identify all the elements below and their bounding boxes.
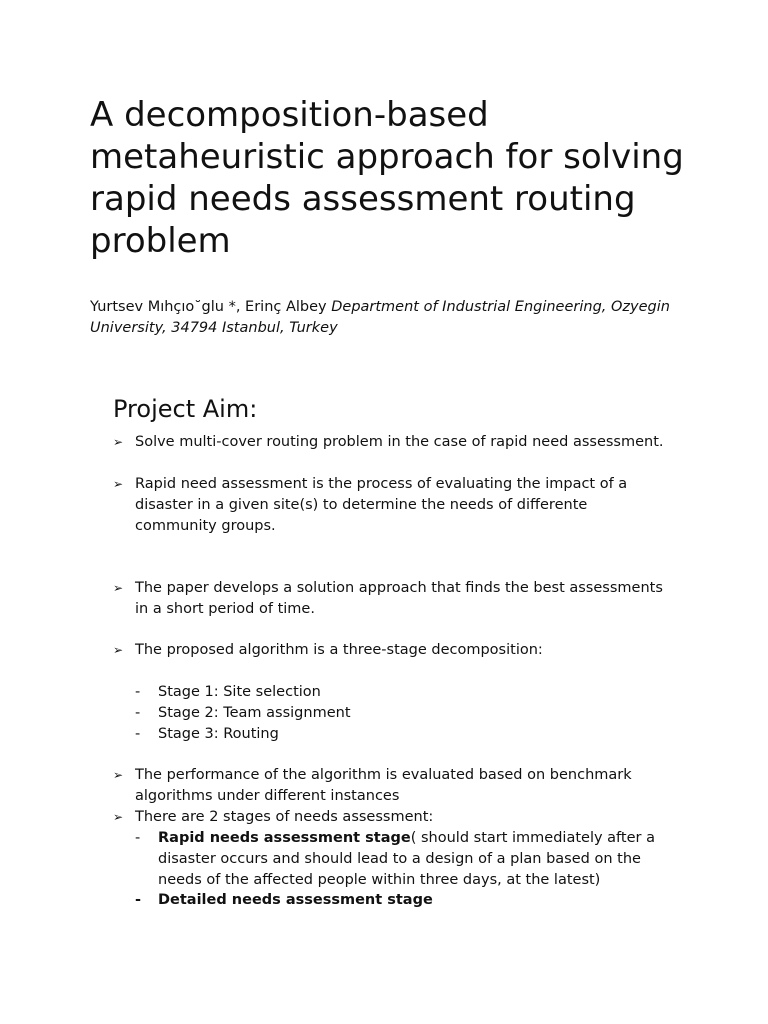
- bullet-text: Solve multi-cover routing problem in the case of rapid need assessment.: [135, 434, 664, 450]
- arrow-bullet-icon: ➢: [113, 810, 124, 824]
- bullet-text: The paper develops a solution approach that finds the best assessments in a short period of time.: [135, 580, 663, 617]
- stage-item: [135, 682, 675, 703]
- stage-text: Stage 1: Site selection: [158, 684, 321, 700]
- stage-text: Stage 2: Team assignment: [158, 705, 351, 721]
- assessment-stage-text: [158, 828, 675, 891]
- assessment-stage-item: [135, 828, 675, 891]
- stage-item: [135, 724, 675, 745]
- bullet-item: [113, 578, 673, 620]
- assessment-stage-name: Rapid needs assessment stage: [158, 830, 411, 846]
- author-affiliation: Department of Industrial Engineering, Ozyegin University, 34794 Istanbul, Turkey: [90, 299, 670, 336]
- bullet-item: [113, 765, 673, 807]
- bullet-item: [113, 432, 673, 453]
- stage-item: [135, 703, 675, 724]
- assessment-stage-item: [135, 890, 675, 911]
- assessment-stage-name: Detailed needs assessment stage: [158, 892, 433, 908]
- bullet-item: [113, 474, 673, 537]
- assessment-stage-text: [158, 890, 675, 911]
- bullet-text: Rapid need assessment is the process of evaluating the impact of a disaster in a given site(s) to determine the needs of differente community groups.: [135, 476, 628, 534]
- dash-marker: -: [135, 705, 141, 721]
- arrow-bullet-icon: ➢: [113, 643, 124, 657]
- dash-marker: -: [135, 830, 141, 846]
- bullet-item: [113, 640, 673, 661]
- arrow-bullet-icon: ➢: [113, 477, 124, 491]
- assessment-stage-description: ( should start immediately after a disaster occurs and should lead to a design of a plan based on the needs of the affected people within three days, at the latest): [158, 830, 655, 888]
- bullet-text: There are 2 stages of needs assessment:: [135, 809, 434, 825]
- authors-line: [90, 297, 690, 339]
- stage-text: Stage 3: Routing: [158, 726, 279, 742]
- dash-marker: -: [135, 684, 141, 700]
- section-heading: Project Aim:: [113, 395, 258, 423]
- arrow-bullet-icon: ➢: [113, 581, 124, 595]
- dash-marker: -: [135, 892, 142, 908]
- bullet-text: The proposed algorithm is a three-stage decomposition:: [135, 642, 543, 658]
- author-names: Yurtsev Mıhçıo˘glu *, Erinç Albey: [90, 299, 332, 315]
- arrow-bullet-icon: ➢: [113, 435, 124, 449]
- dash-marker: -: [135, 726, 141, 742]
- bullet-text: The performance of the algorithm is evaluated based on benchmark algorithms under different instances: [135, 767, 632, 804]
- paper-title: A decomposition-based metaheuristic approach for solving rapid needs assessment routing problem: [90, 95, 684, 261]
- arrow-bullet-icon: ➢: [113, 768, 124, 782]
- bullet-item: [113, 807, 673, 828]
